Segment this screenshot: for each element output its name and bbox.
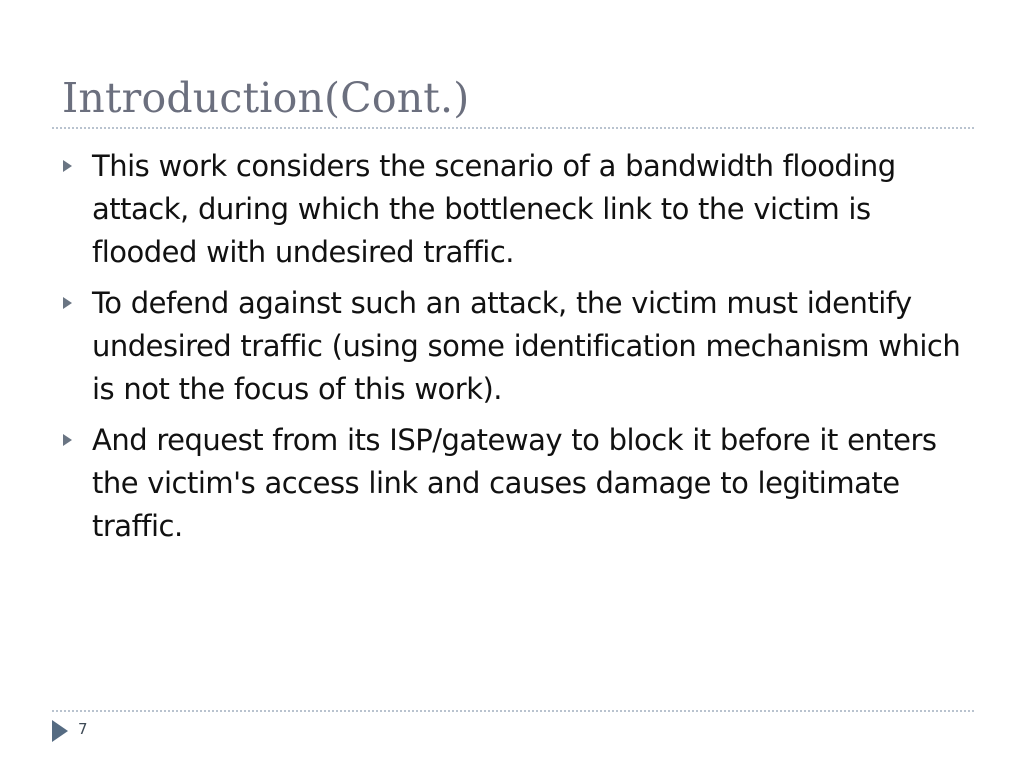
bullet-item (62, 282, 982, 411)
bullet-text: This work considers the scenario of a bandwidth flooding attack, during which the bottleneck link to the victim is flooded with undesired traffic. (92, 149, 896, 269)
triangle-arrow-icon (52, 720, 68, 742)
slide-title: Introduction(Cont.) (62, 74, 470, 122)
page-number: 7 (78, 720, 88, 738)
triangle-bullet-icon (63, 297, 72, 309)
bullet-list (62, 145, 982, 556)
triangle-bullet-icon (63, 160, 72, 172)
triangle-bullet-icon (63, 434, 72, 446)
bullet-text: And request from its ISP/gateway to block it before it enters the victim's access link and causes damage to legitimate traffic. (92, 423, 937, 543)
footer-divider (52, 710, 974, 712)
bullet-item (62, 145, 982, 274)
bullet-item (62, 419, 982, 548)
title-divider (52, 127, 974, 129)
bullet-text: To defend against such an attack, the victim must identify undesired traffic (using some identification mechanism which is not the focus of this work). (92, 286, 961, 406)
